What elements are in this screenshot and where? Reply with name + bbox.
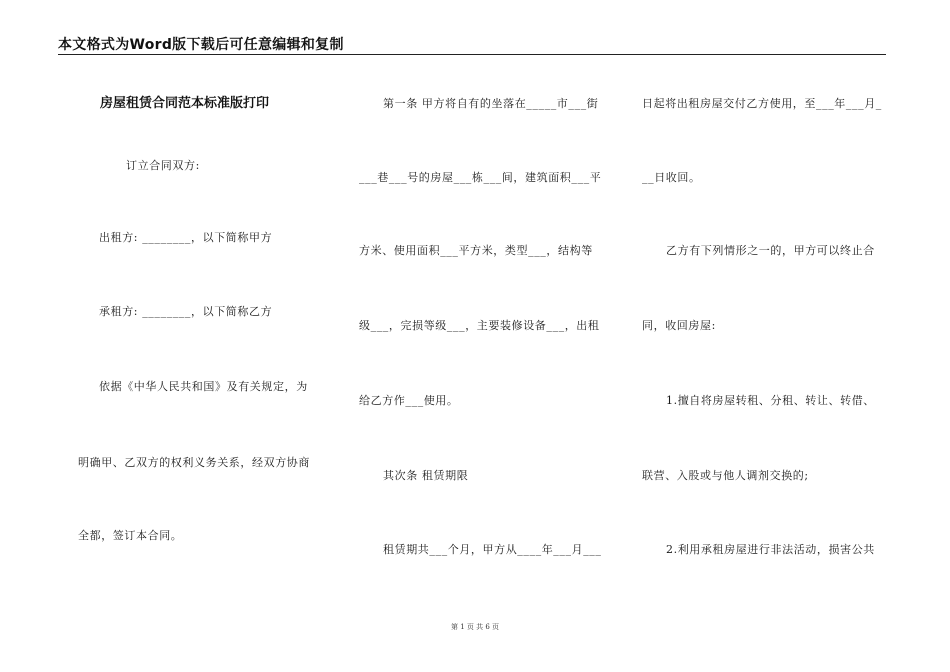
document-header [58,34,886,55]
paragraph-line: 全都，签订本合同。 [78,529,183,542]
paragraph-line: ___巷___号的房屋___栋___间，建筑面积___平 [359,171,602,184]
page-number: 第 1 页 共 6 页 [450,623,500,631]
paragraph-line: 依据《中华人民共和国》及有关规定，为 [99,380,308,393]
paragraph-line: 出租方: ________，以下简称甲方 [99,231,273,244]
paragraph-line: 乙方有下列情形之一的，甲方可以终止合 [666,244,875,257]
page-footer [0,622,950,632]
paragraph-line: 2.利用承租房屋进行非法活动，损害公共 [666,543,875,556]
document-title: 房屋租赁合同范本标准版打印 [100,96,270,111]
paragraph-line: 方米、使用面积___平方米，类型___，结构等 [359,244,593,257]
paragraph-line: __日收回。 [642,171,701,184]
paragraph-line: 第一条 甲方将自有的坐落在_____市___街 [383,97,599,110]
paragraph-line: 其次条 租赁期限 [383,469,469,482]
paragraph-line: 承租方: ________，以下简称乙方 [99,305,273,318]
paragraph-line: 订立合同双方: [126,159,200,172]
paragraph-line: 明确甲、乙双方的权利义务关系，经双方协商 [78,456,310,469]
paragraph-line: 级___，完损等级___，主要装修设备___，出租 [359,319,600,332]
header-text: 本文格式为Word版下载后可任意编辑和复制 [58,37,344,53]
paragraph-line: 同，收回房屋: [642,319,716,332]
paragraph-line: 日起将出租房屋交付乙方使用，至___年___月_ [642,97,882,110]
paragraph-line: 租赁期共___个月，甲方从____年___月___ [383,543,602,556]
paragraph-line: 给乙方作___使用。 [359,394,459,407]
paragraph-line: 联营、入股或与他人调剂交换的; [642,469,809,482]
paragraph-line: 1.擅自将房屋转租、分租、转让、转借、 [666,394,875,407]
